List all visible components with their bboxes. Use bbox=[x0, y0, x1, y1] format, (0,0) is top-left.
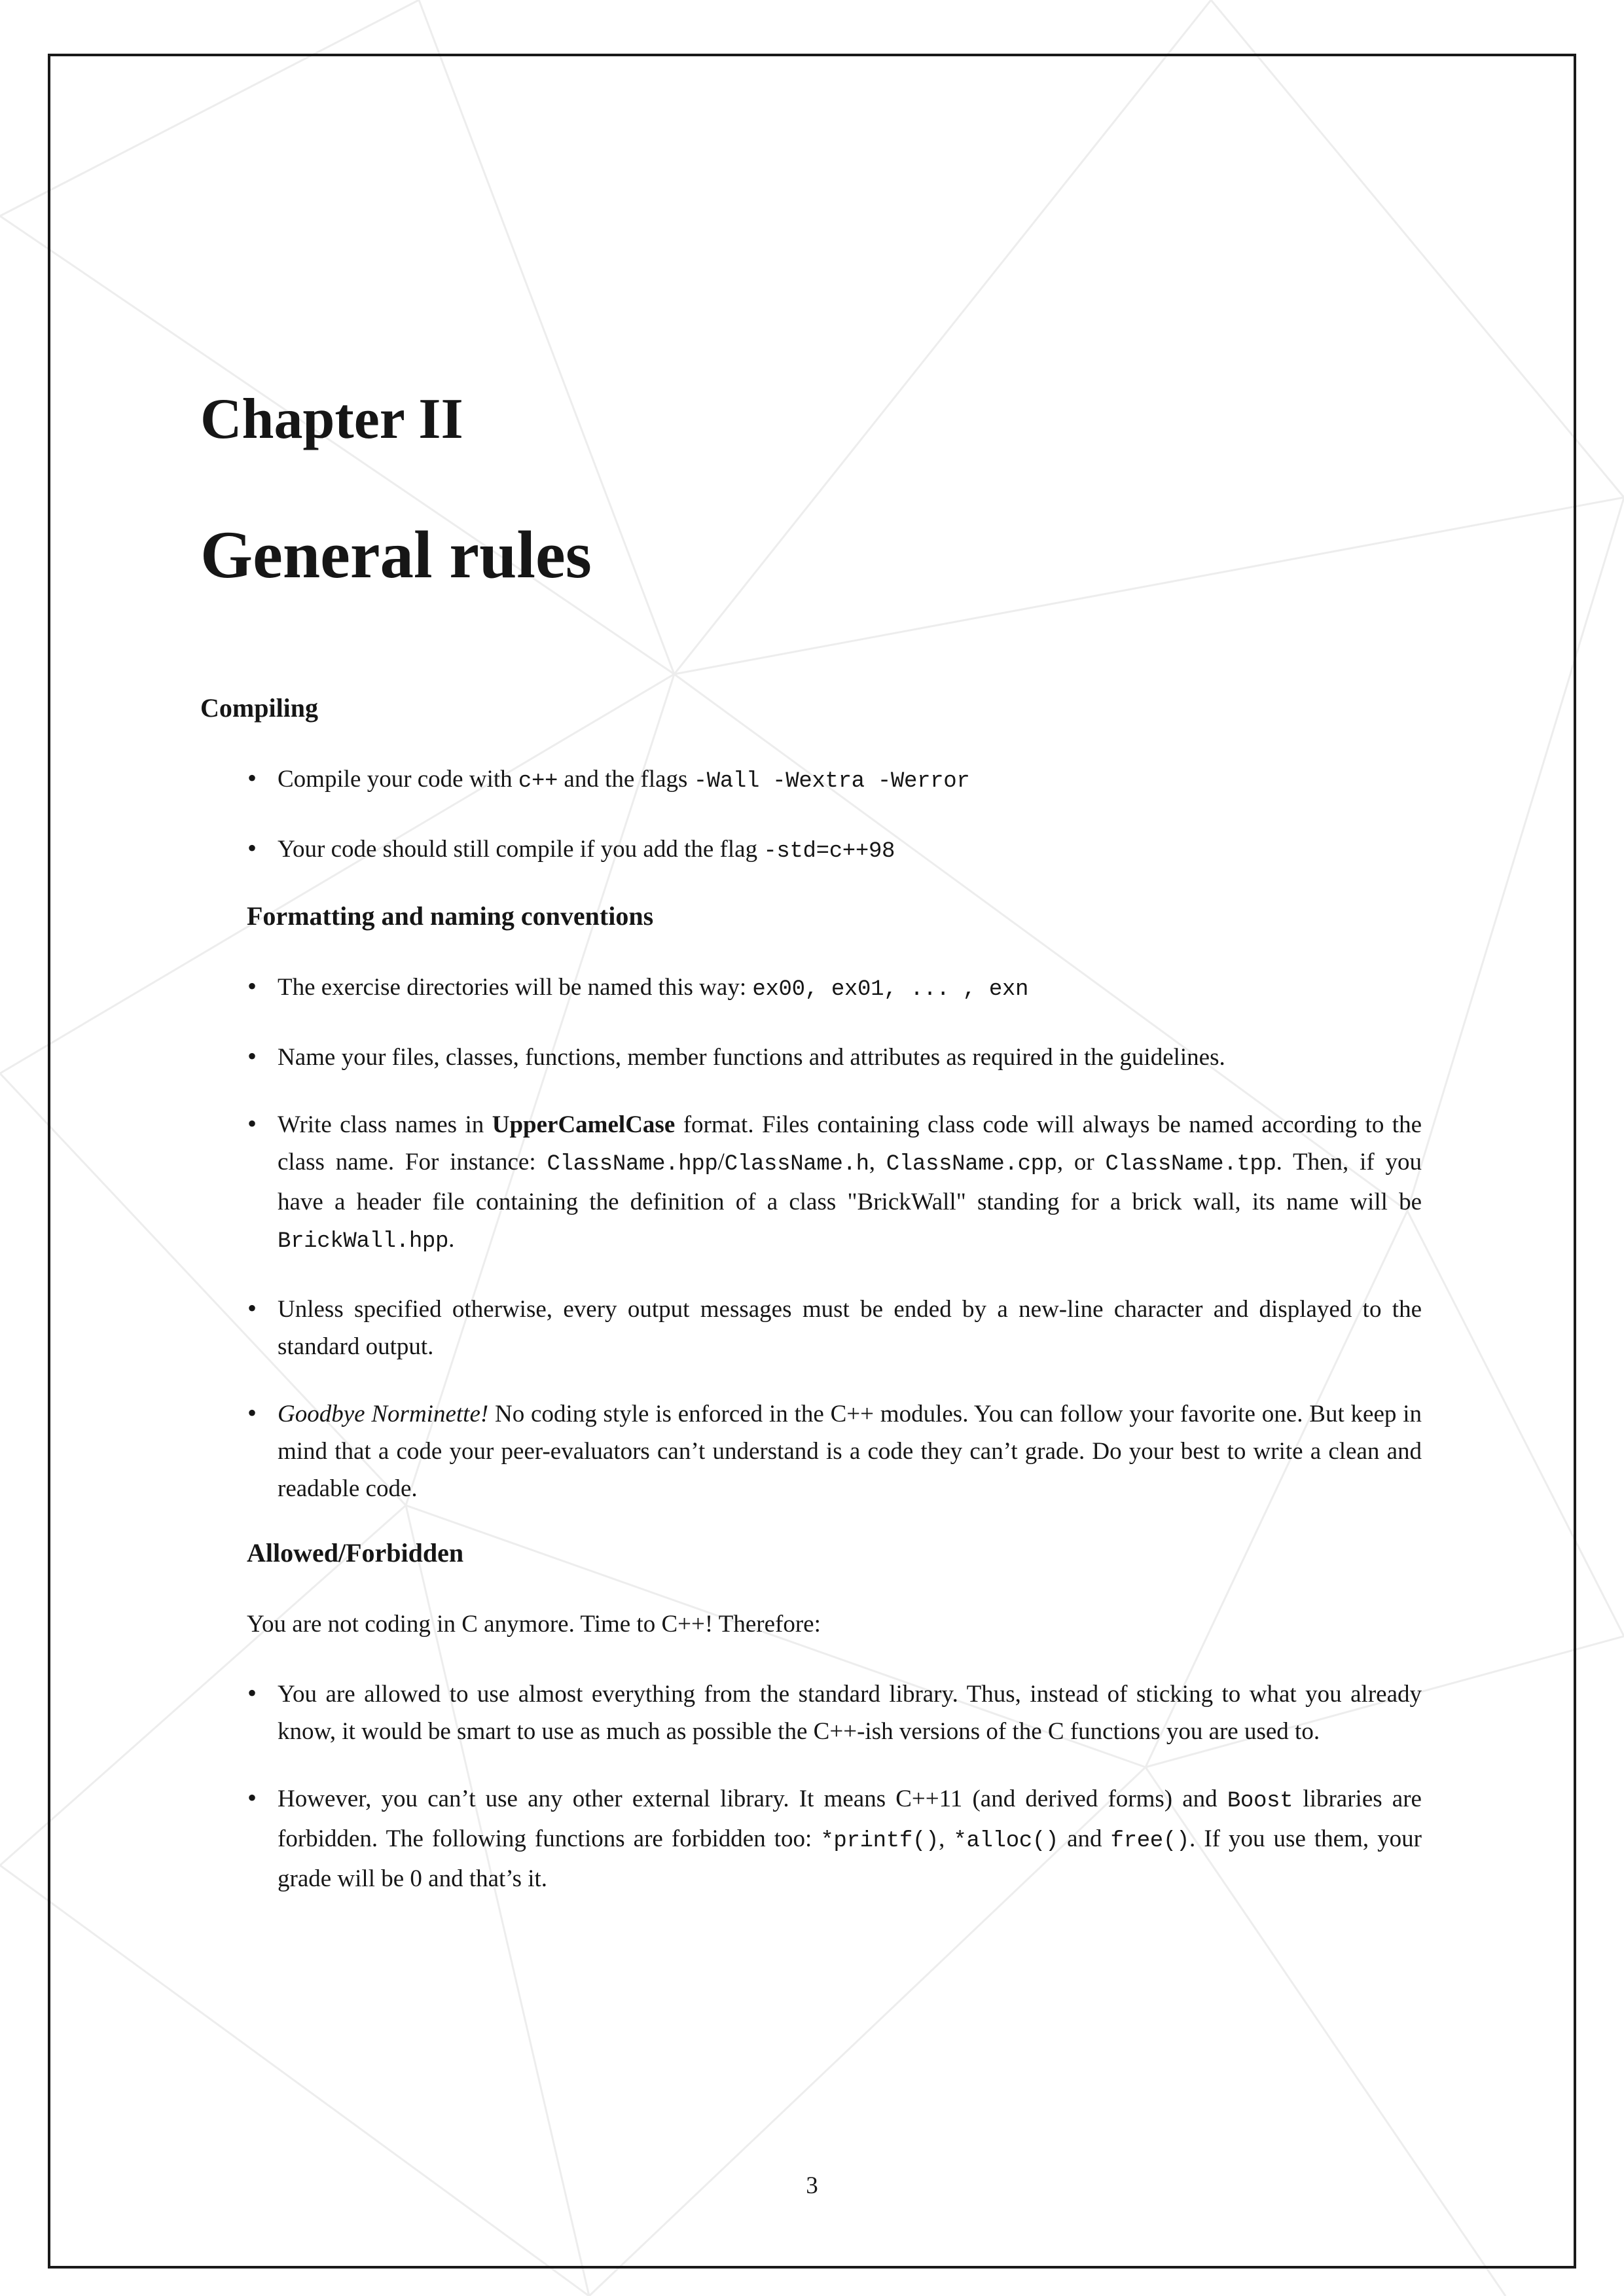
text-run: However, you can’t use any other external library. It means C++11 (and derived forms) and bbox=[278, 1785, 1227, 1812]
inline-code: ex00, ex01, ... , exn bbox=[752, 977, 1029, 1002]
text-run: Goodbye Norminette! bbox=[278, 1400, 489, 1427]
text-run: No coding style is enforced in the C++ modules. You can follow your favorite one. But keep in mind that a code your peer-evaluators can’t understand is a code they can’t grade. Do your best to write a clean and readable code. bbox=[278, 1400, 1422, 1502]
bullet-item bbox=[200, 1395, 1422, 1507]
section-heading bbox=[247, 901, 1422, 932]
paragraph bbox=[247, 1605, 1422, 1643]
text-run: The exercise directories will be named this way: bbox=[278, 973, 753, 1001]
bullet-item bbox=[200, 1676, 1422, 1750]
page-number: 3 bbox=[806, 2172, 818, 2199]
text-run: , bbox=[869, 1148, 886, 1175]
text-run: . bbox=[448, 1225, 455, 1253]
text-run: . If you use them, your grade will be 0 and that’s it. bbox=[278, 1825, 1422, 1892]
text-run: UpperCamelCase bbox=[492, 1111, 676, 1138]
document-blocks bbox=[200, 692, 1422, 1897]
text-run: Name your files, classes, functions, member functions and attributes as required in the guidelines. bbox=[278, 1043, 1225, 1071]
text-run: Formatting and naming conventions bbox=[247, 901, 654, 931]
text-run: , bbox=[939, 1825, 954, 1852]
bullet-item bbox=[200, 969, 1422, 1009]
inline-code: ClassName.h bbox=[724, 1151, 869, 1177]
text-run: Write class names in bbox=[278, 1111, 492, 1138]
text-run: / bbox=[717, 1148, 725, 1175]
text-run: Allowed/Forbidden bbox=[247, 1537, 464, 1568]
text-run: Compile your code with bbox=[278, 765, 518, 793]
text-run: and the flags bbox=[558, 765, 694, 793]
bullet-item bbox=[200, 1039, 1422, 1076]
inline-code: BrickWall.hpp bbox=[278, 1229, 449, 1254]
bullet-item bbox=[200, 1106, 1422, 1261]
inline-code: Boost bbox=[1227, 1788, 1293, 1814]
text-run: format. Files containing class code will always be named according to the class name. For instance: bbox=[278, 1111, 1422, 1175]
text-run: You are not coding in C anymore. Time to C++! Therefore: bbox=[247, 1610, 821, 1638]
section-heading bbox=[200, 692, 1422, 724]
bullet-item bbox=[200, 761, 1422, 800]
section-heading bbox=[247, 1537, 1422, 1569]
inline-code: -Wall -Wextra -Werror bbox=[693, 768, 970, 794]
inline-code: free() bbox=[1110, 1828, 1190, 1854]
text-run: Compiling bbox=[200, 692, 319, 723]
chapter-label: Chapter II bbox=[200, 387, 463, 451]
text-run: and bbox=[1058, 1825, 1111, 1852]
text-run: . Then, if you have a header file containing the definition of a class "BrickWall" standing for a brick wall, its name will be bbox=[278, 1148, 1422, 1215]
document-content bbox=[200, 386, 1422, 1928]
text-run: libraries are forbidden. The following functions are forbidden too: bbox=[278, 1785, 1422, 1852]
inline-code: *alloc() bbox=[953, 1828, 1059, 1854]
bullet-item bbox=[200, 1291, 1422, 1365]
bullet-item bbox=[200, 1780, 1422, 1897]
text-run: Your code should still compile if you add the flag bbox=[278, 835, 764, 863]
text-run: , or bbox=[1056, 1148, 1106, 1175]
text-run: Unless specified otherwise, every output messages must be ended by a new-line character and displayed to the standard output. bbox=[278, 1295, 1422, 1360]
inline-code: ClassName.hpp bbox=[547, 1151, 718, 1177]
chapter-title: General rules bbox=[200, 518, 592, 593]
inline-code: -std=c++98 bbox=[763, 838, 895, 864]
inline-code: ClassName.cpp bbox=[886, 1151, 1057, 1177]
inline-code: ClassName.tpp bbox=[1105, 1151, 1276, 1177]
text-run: You are allowed to use almost everything from the standard library. Thus, instead of sticking to what you already know, it would be smart to use as much as possible the C++-ish versions of the C functions you are used to. bbox=[278, 1680, 1422, 1745]
inline-code: c++ bbox=[518, 768, 558, 794]
inline-code: *printf() bbox=[820, 1828, 939, 1854]
bullet-item bbox=[200, 831, 1422, 870]
